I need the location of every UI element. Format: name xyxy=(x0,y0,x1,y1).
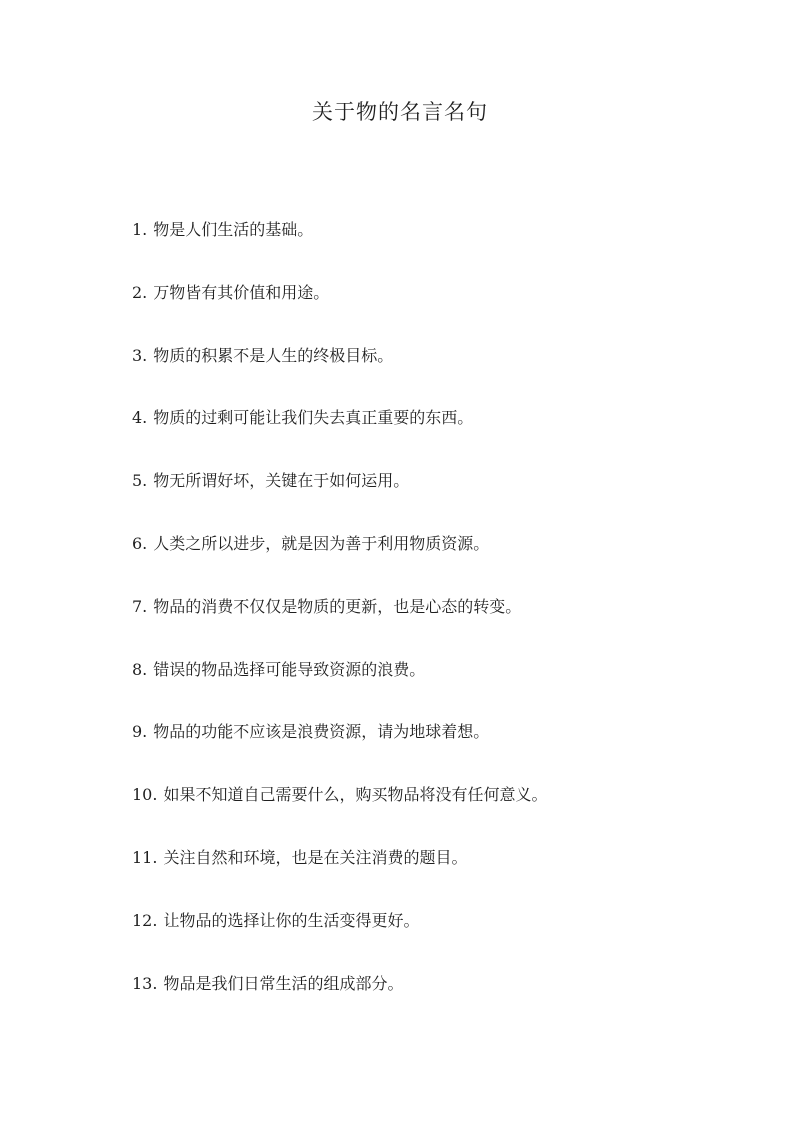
quote-item xyxy=(132,970,547,1033)
quote-item xyxy=(132,342,547,405)
quote-text: 物无所谓好坏，关键在于如何运用。 xyxy=(153,471,410,491)
quote-number: 8. xyxy=(132,659,148,679)
quote-number: 5. xyxy=(132,471,148,491)
quote-text: 人类之所以进步，就是因为善于利用物质资源。 xyxy=(153,533,490,553)
quote-item xyxy=(132,656,547,719)
quote-number: 2. xyxy=(132,282,148,302)
quote-list xyxy=(132,216,547,1032)
quote-number: 12. xyxy=(132,910,158,930)
quote-number: 3. xyxy=(132,345,148,365)
quote-text: 让物品的选择让你的生活变得更好。 xyxy=(163,910,420,930)
quote-number: 1. xyxy=(132,220,148,239)
quote-number: 13. xyxy=(132,973,158,993)
quote-text: 物品的功能不应该是浪费资源，请为地球着想。 xyxy=(153,722,490,742)
quote-text: 如果不知道自己需要什么，购买物品将没有任何意义。 xyxy=(163,785,548,805)
quote-number: 4. xyxy=(132,408,148,428)
quote-item xyxy=(132,907,547,970)
quote-number: 10. xyxy=(132,785,158,805)
quote-text: 物是人们生活的基础。 xyxy=(153,220,314,239)
document-title: 关于物的名言名句 xyxy=(312,100,488,124)
quote-item xyxy=(132,844,547,907)
quote-item xyxy=(132,781,547,844)
quote-number: 9. xyxy=(132,722,148,742)
quote-number: 11. xyxy=(132,847,158,867)
quote-item xyxy=(132,593,547,656)
quote-text: 物品的消费不仅仅是物质的更新，也是心态的转变。 xyxy=(153,596,522,616)
quote-text: 错误的物品选择可能导致资源的浪费。 xyxy=(153,659,426,679)
quote-number: 7. xyxy=(132,596,148,616)
quote-text: 物质的积累不是人生的终极目标。 xyxy=(153,345,394,365)
quote-item xyxy=(132,279,547,342)
quote-item xyxy=(132,467,547,530)
quote-text: 物质的过剩可能让我们失去真正重要的东西。 xyxy=(153,408,474,428)
quote-text: 物品是我们日常生活的组成部分。 xyxy=(163,973,404,993)
quote-item xyxy=(132,530,547,593)
quote-item xyxy=(132,718,547,781)
quote-item xyxy=(132,404,547,467)
quote-text: 关注自然和环境，也是在关注消费的题目。 xyxy=(163,847,468,867)
quote-text: 万物皆有其价值和用途。 xyxy=(153,282,330,302)
quote-item xyxy=(132,216,547,279)
quote-number: 6. xyxy=(132,533,148,553)
